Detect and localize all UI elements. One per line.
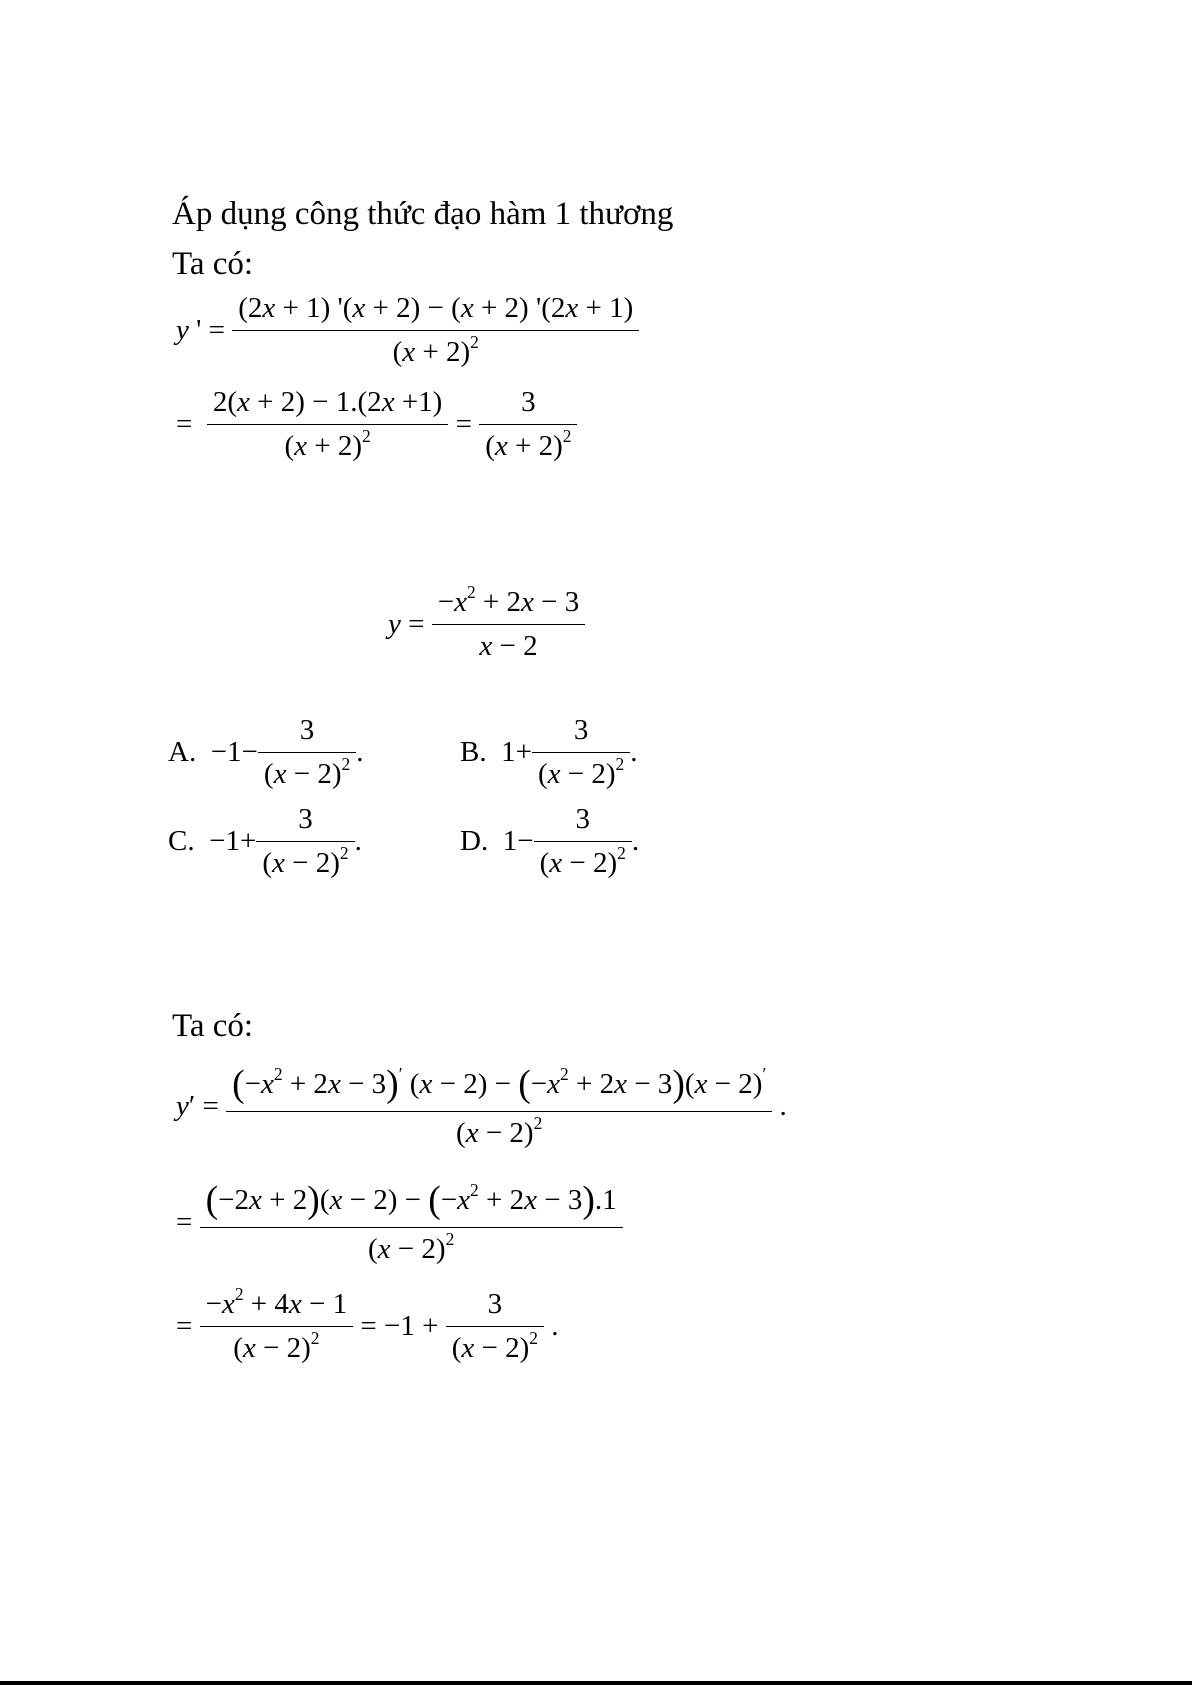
derivative-formula-line-2: = $\frac{2(x + 2) - 1.(2x +1)}{(x + 2)^2}$ = $\frac{3}{(x + 2)^2}$ <box>176 388 577 461</box>
option-d-suffix: . <box>631 825 640 857</box>
solution-line-1: y′ = $\frac{(-x^2 + 2x - 3)' (x - 2) - (-x^2 + 2x - 3)(x - 2)'}{(x - 2)^2}$ . <box>176 1063 787 1149</box>
option-b-label: B. <box>460 736 487 768</box>
option-d-numerator: 3 <box>534 805 632 842</box>
ta-co-label-2: Ta có: <box>172 1008 254 1044</box>
option-c-label: C. <box>168 825 195 857</box>
option-b-suffix: . <box>630 736 638 768</box>
derivative-formula-line-1: y ' = $\frac{(2x + 1) '(x + 2) - (x + 2) '(2x + 1)}{(x + 2)^2}$ <box>176 294 639 367</box>
option-d-prefix: 1− <box>502 825 534 857</box>
option-b[interactable]: B. 1+ $\frac{3}{(x - 2)^2}$ . <box>460 714 638 790</box>
option-c-numerator: 3 <box>256 805 354 842</box>
option-a[interactable]: A. −1− $\frac{3}{(x - 2)^2}$ . <box>168 714 364 790</box>
option-a-prefix: −1− <box>210 736 258 768</box>
option-d[interactable]: D. 1− $\frac{3}{(x - 2)^2}$ . <box>460 803 640 879</box>
question-function: y = $\frac{-x^2 + 2x - 3}{x - 2}$ <box>388 588 585 661</box>
solution-line-2: = $\frac{(-2x + 2)(x - 2) - (-x^2 + 2x - 3).1}{(x - 2)^2}$ <box>176 1182 623 1264</box>
solution-heading: Áp dụng công thức đạo hàm 1 thương <box>172 196 674 232</box>
solution-line-3: = $\frac{-x^2 + 4x - 1}{(x - 2)^2}$ = −1 + $\frac{3}{(x - 2)^2}$ . <box>176 1283 559 1364</box>
option-c-prefix: −1+ <box>209 825 257 857</box>
page-bottom-border <box>0 1681 1192 1685</box>
option-b-numerator: 3 <box>532 716 630 753</box>
option-c[interactable]: C. −1+ $\frac{3}{(x - 2)^2}$ . <box>168 803 362 879</box>
option-d-label: D. <box>460 825 489 857</box>
option-a-numerator: 3 <box>258 716 356 753</box>
ta-co-label-1: Ta có: <box>172 246 254 282</box>
option-a-label: A. <box>168 736 197 768</box>
option-c-suffix: . <box>354 825 362 857</box>
option-b-prefix: 1+ <box>501 736 532 768</box>
option-a-suffix: . <box>356 736 364 768</box>
